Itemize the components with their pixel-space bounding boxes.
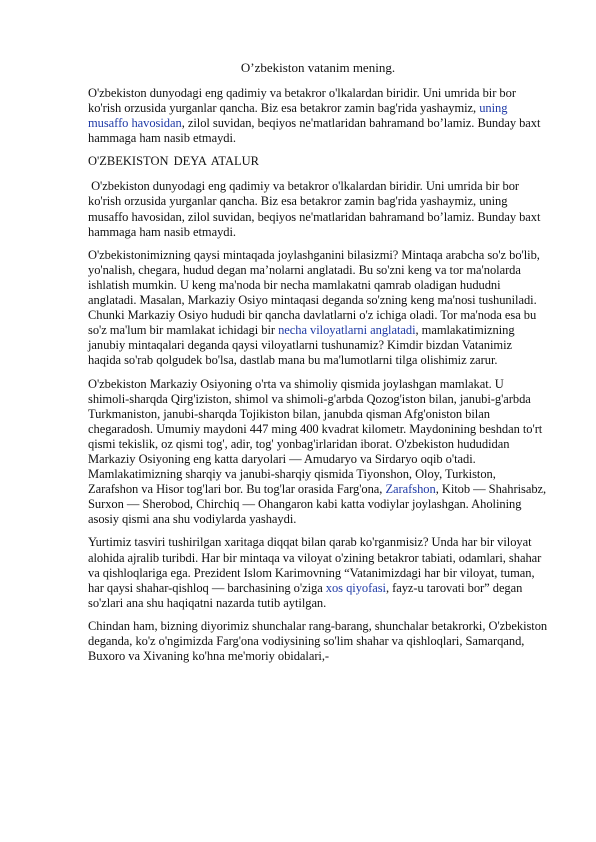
paragraph-3-link[interactable]: necha viloyatlarni anglatadi — [278, 323, 416, 338]
paragraph-3-text-start: O'zbekistonimizning qaysi mintaqada joylashganini bilasizmi? Mintaqa arabcha so'z bo'lib, yo'nalish, chegara, hudud degan ma’nolarni anglatadi. Bu so'zni keng va tor ma'nolarda ishlatish mumkin. U keng ma'noda bir necha mamlakatni qamrab oladigan hududni anglatadi. Masalan, Markaziy Osiyo mintaqasi deganda so'zning keng ma'nosi tushuniladi. Chunki Markaziy Osiyo hududi bir qancha davlatlarni o'z ichiga oladi. Tor ma'noda esa bu so'z ma'lum bir mamlakat ichidagi bir — [88, 247, 540, 338]
paragraph-5-text-start: Yurtimiz tasviri tushirilgan xaritaga diqqat bilan qarab ko'rganmisiz? Unda har bir viloyat alohida ajralib turibdi. Har bir mintaqa va viloyat o'zining betakror tabiati, odamlari, shahar va qishloqlariga ega. Prezident Islom Karimovning “Vatanimizdagi har bir viloyat, tuman, har qaysi shahar-qishloq — barchasining o'ziga — [88, 535, 542, 595]
paragraph-5-text-end: , fayz-u tarovati bor” degan so'zlari ana shu haqiqatni nazarda tutib aytilgan. — [88, 580, 523, 610]
intro-text-end: , zilol suvidan, beqiyos ne'matlaridan bahramand bo’lamiz. Bunday baxt hammaga ham nasib etmaydi. — [88, 116, 541, 146]
paragraph-4-text-end: , Kitob — Shahrisabz, Surxon — Sherobod, Chirchiq — Ohangaron kabi katta vodiylar joylashgan. Aholining asosiy qismi ana shu vodiylarda yashaydi. — [88, 482, 547, 527]
paragraph-4-text-start: O'zbekiston Markaziy Osiyoning o'rta va shimoliy qismida joylashgan mamlakat. U shimoli-sharqda Qirg'iziston, shimol va shimoli-g'arbda Qozog'iston bilan, janubi-g'arbda Turkmaniston, janubi-sharqda Tojikiston bilan, janubda qisman Afg'oniston bilan chegaradosh. Umumiy maydoni 447 ming 400 kvadrat kilometr. Maydonining beshdan to'rt qismi tekislik, oz qismi tog', adir, tog' yonbag'irlaridan iborat. O'zbekiston hududidan Markaziy Osiyoning eng katta daryolari — Amudaryo va Sirdaryo oqib o'tadi. Mamlakatimizning sharqiy va janubi-sharqiy qismida Tiyonshon, Oloy, Turkiston, Zarafshon va Hisor tog'lari bor. Bu tog'lar orasida Farg'ona, — [88, 376, 543, 497]
section-heading: O'ZBEKISTON DEYA ATALUR — [88, 154, 259, 169]
paragraph-6: Chindan ham, bizning diyorimiz shunchalar rang-barang, shunchalar betakrorki, O'zbekiston deganda, ko'z o'ngimizda Farg'ona vodiysining so'lim shahar va qishloqlari, Samarqand, Buxoro va Xivaning ko'hna me'moriy obidalari,- — [88, 618, 548, 664]
document-title: O’zbekiston vatanim mening. — [240, 60, 396, 75]
paragraph-5 — [88, 535, 548, 610]
paragraph-3-text-end: , mamlakatimizning janubiy mintaqalari deganda qaysi viloyatlarni tushunamiz? Kimdir bizdan Vatanimiz haqida so'rab qolgudek bo'lsa, dastlab mana bu ma'lumotlarni tilga olishimiz zarur. — [88, 323, 515, 368]
intro-text-start: O'zbekiston dunyodagi eng qadimiy va betakror o'lkalardan biridir. Uni umrida bir bor ko'rish orzusida yurganlar qancha. Biz esa betakror zamin bag'rida yashaymiz, — [88, 86, 516, 116]
document-page — [88, 60, 548, 672]
paragraph-2: O'zbekiston dunyodagi eng qadimiy va betakror o'lkalardan biridir. Uni umrida bir bor ko'rish orzusida yurganlar qancha. Biz esa betakror zamin bag'rida yashaymiz, uning musaffo havosidan, zilol suvidan, beqiyos ne'matlaridan bahramand bo’lamiz. Bunday baxt hammaga ham nasib etmaydi. — [88, 179, 544, 239]
intro-link[interactable]: uning musaffo havosidan — [88, 101, 508, 131]
paragraph-5-link[interactable]: xos qiyofasi — [325, 580, 386, 595]
paragraph-3 — [88, 248, 548, 369]
paragraph-4 — [88, 377, 548, 528]
intro-paragraph — [88, 86, 548, 146]
paragraph-4-link[interactable]: Zarafshon — [385, 482, 436, 497]
